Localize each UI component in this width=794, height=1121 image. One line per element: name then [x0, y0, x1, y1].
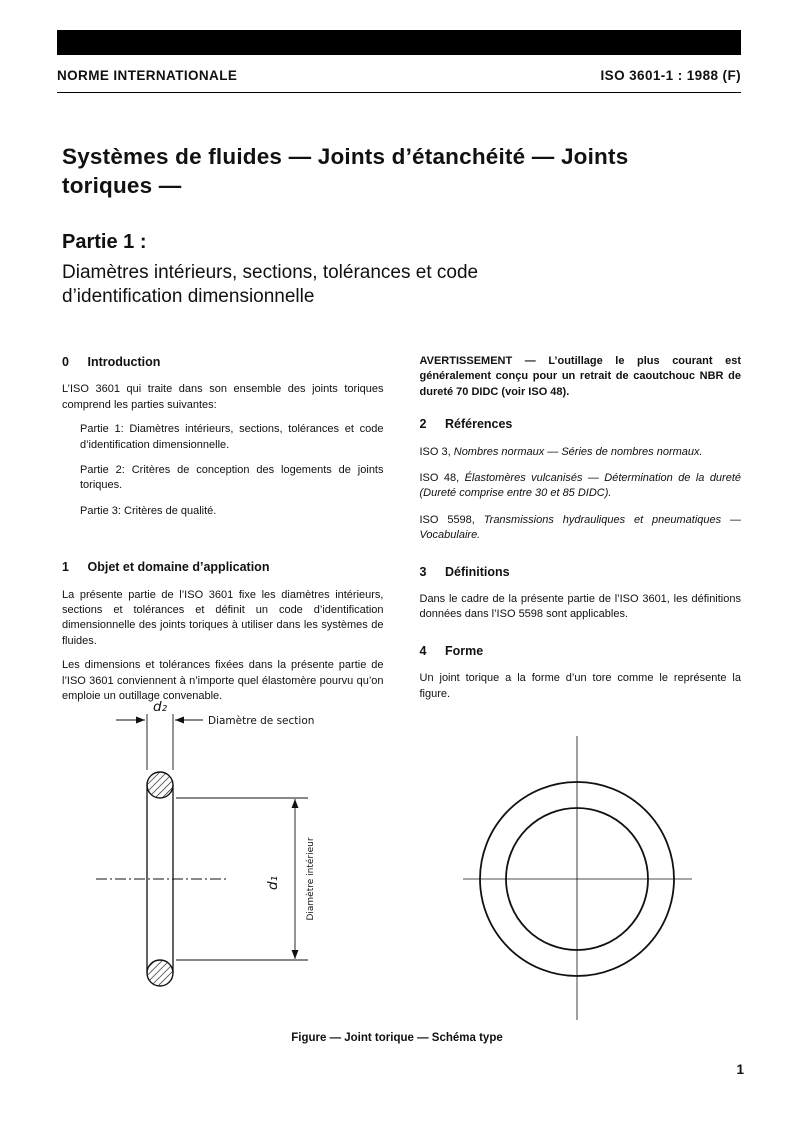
figure-caption: Figure — Joint torique — Schéma type [291, 1032, 503, 1044]
part-list-item-2: Partie 2: Critères de conception des logements de joints toriques. [80, 464, 384, 492]
warning-paragraph: AVERTISSEMENT — L’outillage le plus courant est généralement conçu pour un retrait de caoutchouc NBR de dureté 70 DIDC (voir ISO 48). [419, 354, 741, 398]
d1-symbol-label: d₁ [265, 876, 281, 890]
oring-technical-drawing [0, 698, 794, 1028]
section-circle-bottom [147, 960, 173, 986]
scope-paragraph-1: La présente partie de l’ISO 3601 fixe les diamètres intérieurs, sections et tolérances et définit un code d’identification dimensionnelle des joints toriques à utiliser dans les systèmes de fluides. [62, 588, 384, 647]
page-number: 1 [736, 1062, 744, 1077]
section-label: Objet et domaine d’application [87, 560, 270, 575]
part-list-item-3: Partie 3: Critères de qualité. [80, 504, 217, 517]
section-label: Références [444, 417, 513, 432]
definitions-paragraph: Dans le cadre de la présente partie de l’ISO 3601, les définitions données dans l’ISO 5598 sont applicables. [419, 593, 741, 621]
section-heading-definitions [420, 564, 742, 582]
section-diameter-label: Diamètre de section [208, 715, 315, 727]
part-title: Partie 1 : [62, 230, 147, 253]
header-rule [57, 92, 741, 93]
cross-section-view [96, 772, 227, 986]
section-heading-scope [62, 559, 384, 577]
section-heading-introduction [62, 354, 384, 372]
intro-paragraph: L’ISO 3601 qui traite dans son ensemble des joints toriques comprend les parties suivantes: [62, 383, 384, 411]
two-column-body [62, 354, 741, 713]
part-list-item-1: Partie 1: Diamètres intérieurs, sections, tolérances et code d’identification dimensionnelle. [80, 423, 384, 451]
section-number: 4 [419, 643, 427, 658]
reference-label: ISO 5598, [419, 513, 475, 526]
section-number: 0 [62, 354, 69, 369]
section-number: 3 [419, 564, 427, 579]
section-heading-references [420, 416, 742, 434]
header-document-type: NORME INTERNATIONALE [57, 68, 238, 83]
inner-diameter-label: Diamètre intérieur [306, 837, 316, 921]
reference-title: Nombres normaux — Séries de nombres normaux. [453, 445, 703, 458]
reference-item-iso48 [420, 471, 742, 502]
figure-block [0, 698, 794, 1044]
reference-title: Élastomères vulcanisés — Détermination de la dureté (Dureté comprise entre 30 et 85 DIDC). [419, 472, 742, 500]
scope-paragraph-2: Les dimensions et tolérances fixées dans la présente partie de l’ISO 3601 conviennent à n’importe quel élastomère pourvu qu’on emploie un outillage convenable. [62, 659, 384, 703]
document-title: Systèmes de fluides — Joints d’étanchéité — Joints toriques — [62, 144, 629, 198]
top-black-bar [57, 30, 741, 55]
d2-dimension [116, 714, 203, 770]
reference-item-iso3 [420, 445, 742, 460]
right-column [420, 354, 742, 713]
section-number: 1 [62, 560, 69, 575]
section-label: Forme [444, 643, 484, 658]
front-view [463, 736, 692, 1020]
d2-symbol-label: d₂ [153, 699, 167, 715]
reference-label: ISO 48, [419, 472, 460, 485]
part-subtitle: Diamètres intérieurs, sections, tolérances et code d’identification dimensionnelle [62, 261, 479, 308]
reference-title: Transmissions hydrauliques et pneumatiques — Vocabulaire. [419, 513, 741, 542]
section-number: 2 [419, 417, 427, 432]
left-column [62, 354, 384, 713]
document-header [57, 68, 741, 83]
section-circle-top [147, 772, 173, 798]
section-label: Définitions [444, 564, 510, 579]
reference-label: ISO 3, [419, 445, 451, 458]
section-heading-forme [420, 643, 742, 661]
header-standard-reference: ISO 3601-1 : 1988 (F) [600, 68, 741, 83]
forme-paragraph: Un joint torique a la forme d’un tore comme le représente la figure. [419, 672, 741, 700]
reference-item-iso5598 [420, 513, 742, 544]
section-label: Introduction [87, 354, 161, 369]
